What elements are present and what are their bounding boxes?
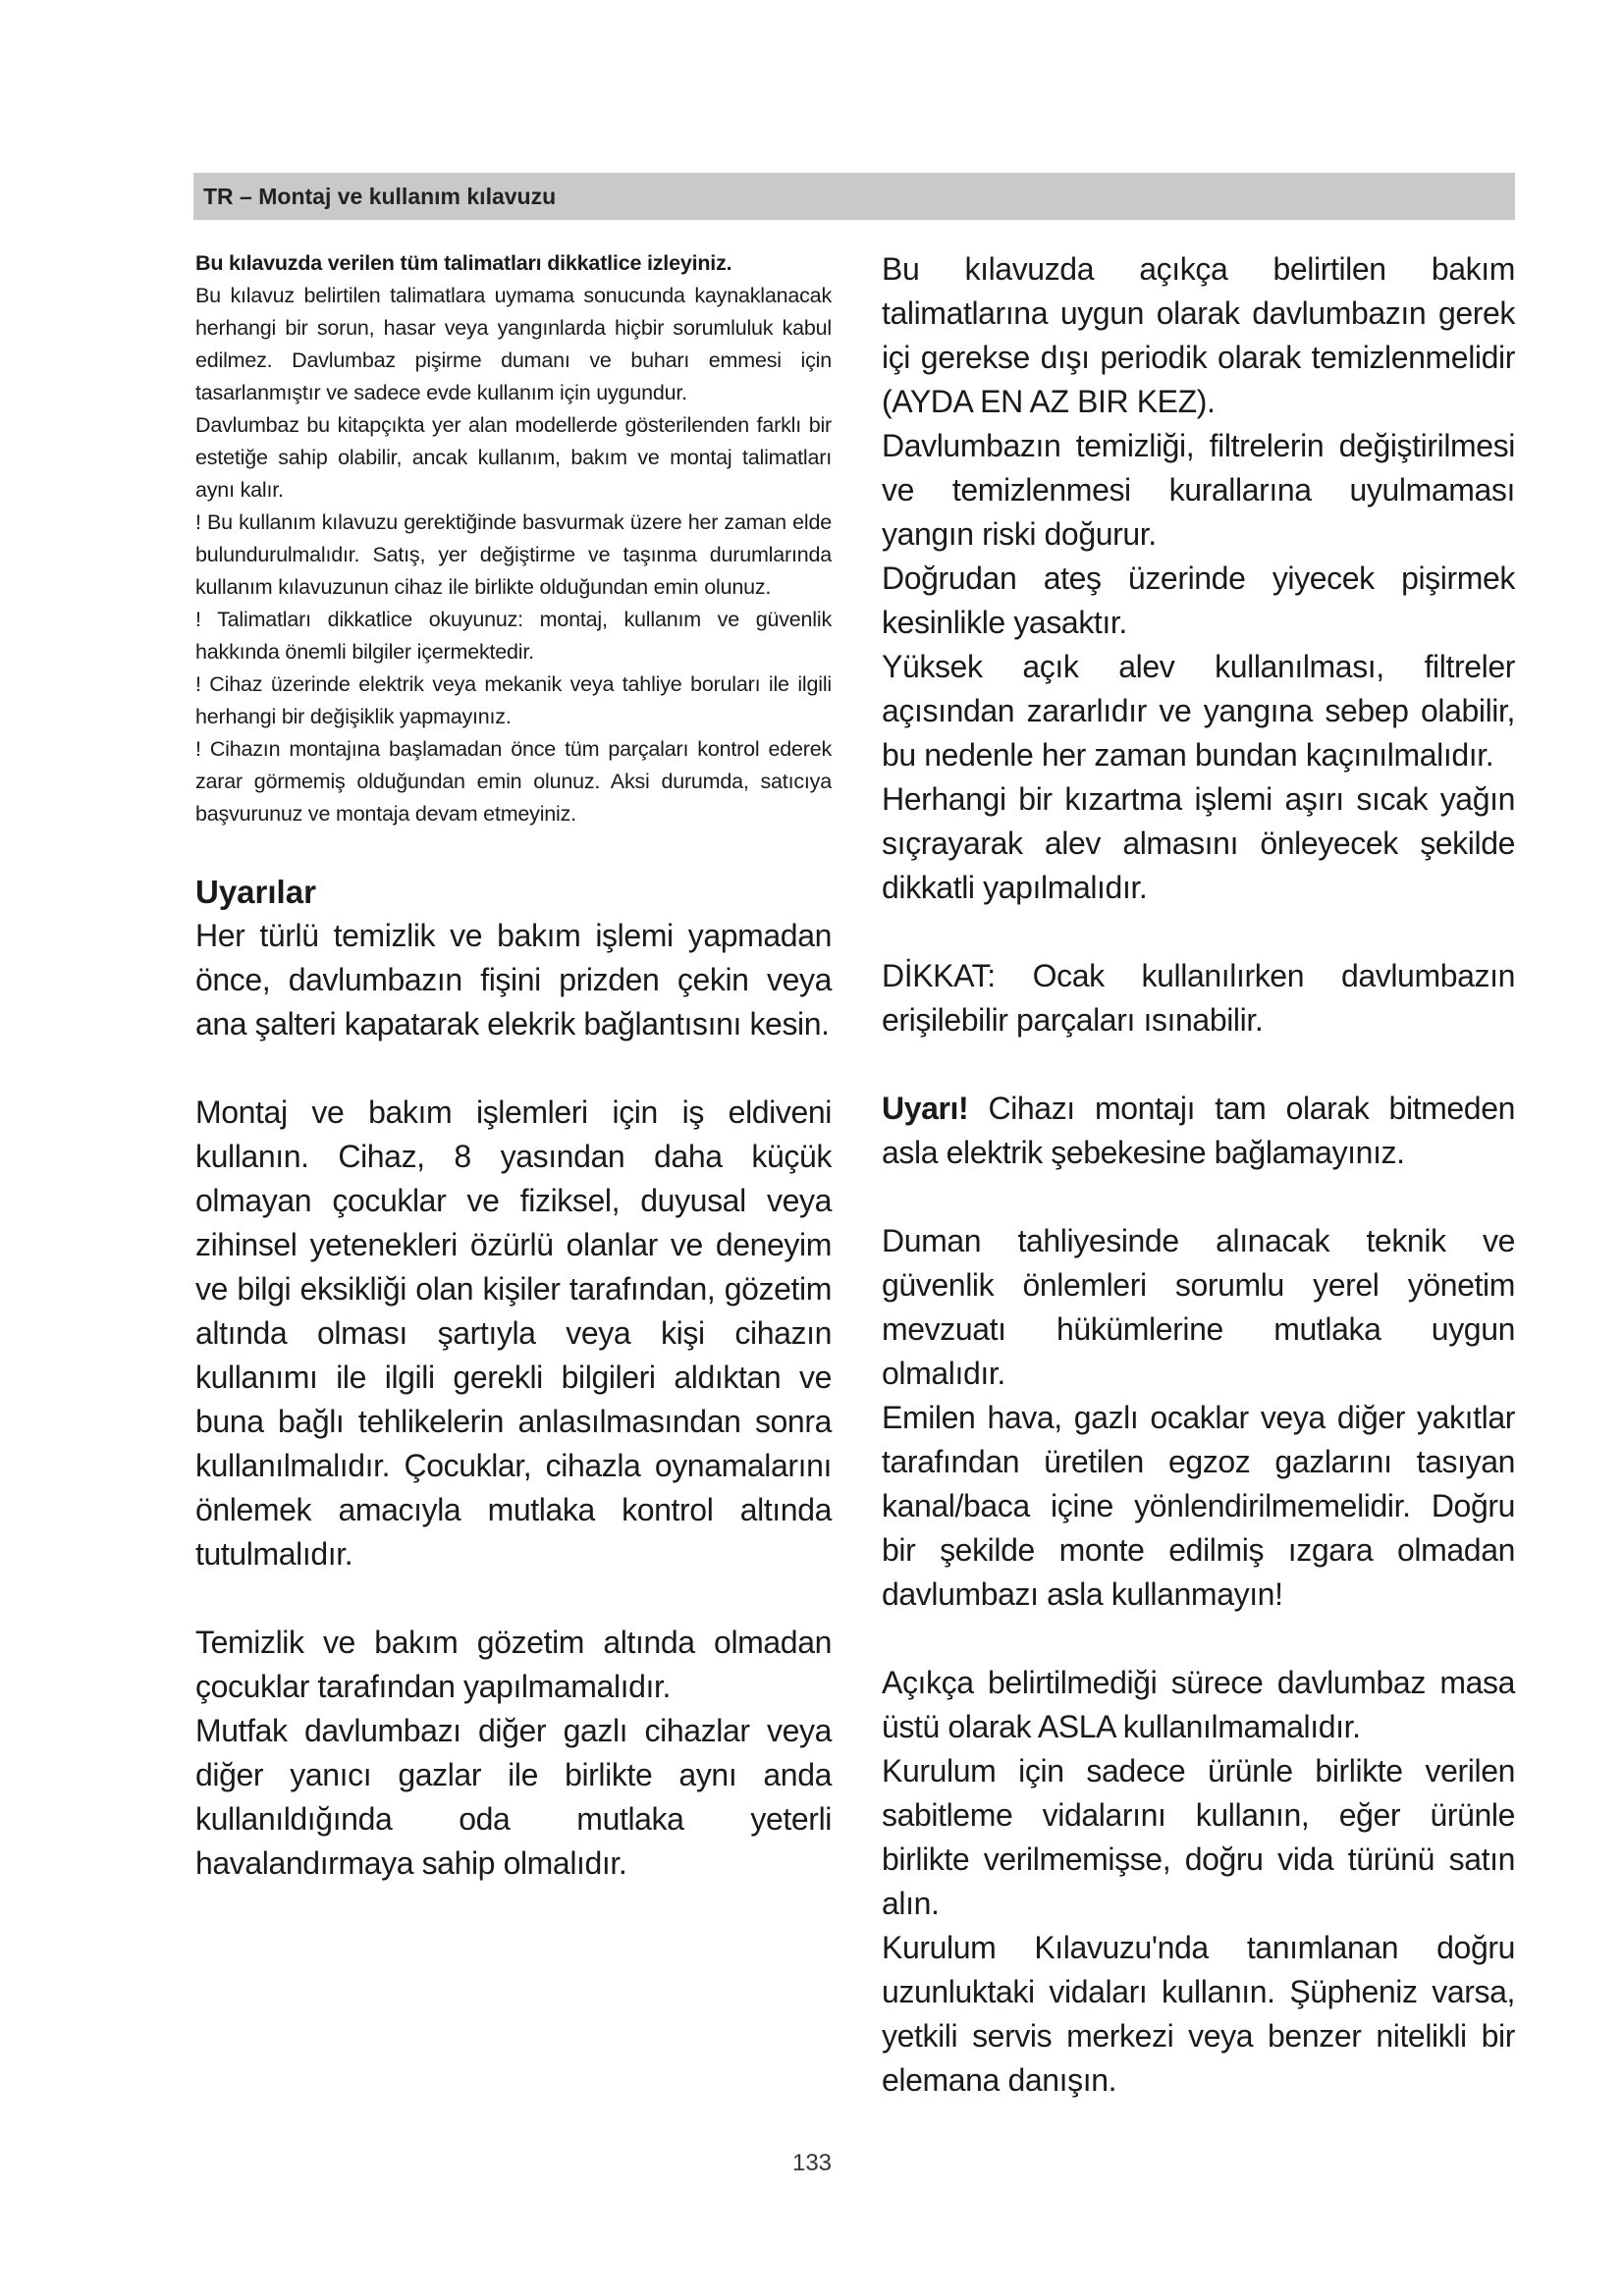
paragraph-fire-risk: Davlumbazın temizliği, filtrelerin değiştirilmesi ve temizlenmesi kurallarına uyulmaması yangın riski doğurur. bbox=[882, 428, 1515, 552]
section-header-bar bbox=[193, 173, 1515, 220]
paragraph-screw-length: Kurulum Kılavuzu'nda tanımlanan doğru uzunluktaki vidaları kullanın. Şüpheniz varsa, yetkili servis merkezi veya benzer nitelikli bir elemana danışın. bbox=[882, 1930, 1515, 2098]
paragraph-caution-hot-parts: DİKKAT: Ocak kullanılırken davlumbazın erişilebilir parçaları ısınabilir. bbox=[882, 958, 1515, 1038]
paragraph-check-parts: ! Cihazın montajına başlamadan önce tüm parçaları kontrol ederek zarar görmemiş olduğundan emin olunuz. Aksi durumda, satıcıya başvurunuz ve montaja devam etmeyiniz. bbox=[195, 737, 832, 826]
left-column bbox=[195, 247, 832, 1886]
warning-cleaning-children: Temizlik ve bakım gözetim altında olmadan çocuklar tarafından yapılmamalıdır. bbox=[195, 1625, 832, 1704]
right-column bbox=[882, 247, 1515, 2103]
paragraph-fixing-screws: Kurulum için sadece ürünle birlikte verilen sabitleme vidalarını kullanın, eğer ürünle birlikte verilmemişse, doğru vida türünü satın alın. bbox=[882, 1753, 1515, 1921]
paragraph-regulations: Duman tahliyesinde alınacak teknik ve güvenlik önlemleri sorumlu yerel yönetim mevzuatı hükümlerine mutlaka uygun olmalıdır. bbox=[882, 1223, 1515, 1391]
warning-ventilation: Mutfak davlumbazı diğer gazlı cihazlar veya diğer yanıcı gazlar ile birlikte aynı anda kullanıldığında oda mutlaka yeterli havalandırmaya sahip olmalıdır. bbox=[195, 1713, 832, 1881]
intro-bold-line: Bu kılavuzda verilen tüm talimatları dikkatlice izleyiniz. bbox=[195, 251, 732, 275]
warning-gloves-children: Montaj ve bakım işlemleri için iş eldiveni kullanın. Cihaz, 8 yasından daha küçük olmayan çocuklar ve fiziksel, duyusal veya zihinsel yetenekleri özürlü olanlar ve deneyim ve bilgi eksikliği olan kişiler tarafından, gözetim altında olması şartıyla veya kişi cihazın kullanımı ile ilgili gerekli bilgileri aldıktan ve buna bağlı tehlikelerin anlasılmasından sonra kullanılmalıdır. Çocuklar, cihazla oynamalarını önlemek amacıyla mutlaka kontrol altında tutulmalıdır. bbox=[195, 1095, 832, 1572]
paragraph-not-tabletop: Açıkça belirtilmediği sürece davlumbaz masa üstü olarak ASLA kullanılmamalıdır. bbox=[882, 1665, 1515, 1744]
warning-label: Uyarı! bbox=[882, 1091, 969, 1126]
warning-unplug: Her türlü temizlik ve bakım işlemi yapmadan önce, davlumbazın fişini prizden çekin veya ana şalteri kapatarak elekrik bağlantısını kesin. bbox=[195, 918, 832, 1041]
paragraph-read-instructions: ! Talimatları dikkatlice okuyunuz: montaj, kullanım ve güvenlik hakkında önemli bilgiler içermektedir. bbox=[195, 608, 832, 664]
paragraph-exhaust-air: Emilen hava, gazlı ocaklar veya diğer yakıtlar tarafından üretilen egzoz gazlarını tasıyan kanal/baca içine yönlendirilmemelidir. Doğru bir şekilde monte edilmiş ızgara olmadan davlumbazı asla kullanmayın! bbox=[882, 1400, 1515, 1612]
paragraph-no-direct-fire: Doğrudan ateş üzerinde yiyecek pişirmek kesinlikle yasaktır. bbox=[882, 561, 1515, 640]
paragraph-keep-manual: ! Bu kullanım kılavuzu gerektiğinde basvurmak üzere her zaman elde bulundurulmalıdır. Satış, yer değiştirme ve taşınma durumlarında kullanım kılavuzunun cihaz ile birlikte olduğundan emin olunuz. bbox=[195, 510, 832, 599]
paragraph-no-modifications: ! Cihaz üzerinde elektrik veya mekanik veya tahliye boruları ile ilgili herhangi bir değişiklik yapmayınız. bbox=[195, 672, 832, 728]
paragraph-warning-electric: Uyarı! Cihazı montajı tam olarak bitmeden asla elektrik şebekesine bağlamayınız. bbox=[882, 1091, 1515, 1170]
paragraph-liability: Bu kılavuz belirtilen talimatlara uymama sonucunda kaynaklanacak herhangi bir sorun, hasar veya yangınlarda hiçbir sorumluluk kabul edilmez. Davlumbaz pişirme dumanı ve buharı emmesi için tasarlanmıştır ve sadece evde kullanım için uygundur. bbox=[195, 284, 832, 404]
page-number: 133 bbox=[791, 2150, 833, 2176]
warnings-heading: Uyarılar bbox=[195, 874, 316, 910]
section-title: TR – Montaj ve kullanım kılavuzu bbox=[203, 183, 557, 209]
paragraph-open-flame: Yüksek açık alev kullanılması, filtreler açısından zararlıdır ve yangına sebep olabilir, bu nedenle her zaman bundan kaçınılmalıdır. bbox=[882, 649, 1515, 773]
paragraph-frying: Herhangi bir kızartma işlemi aşırı sıcak yağın sıçrayarak alev almasını önleyecek şekilde dikkatli yapılmalıdır. bbox=[882, 781, 1515, 905]
paragraph-aesthetics: Davlumbaz bu kitapçıkta yer alan modellerde gösterilenden farklı bir estetiğe sahip olabilir, ancak kullanım, bakım ve montaj talimatları aynı kalır. bbox=[195, 413, 832, 502]
paragraph-periodic-cleaning: Bu kılavuzda açıkça belirtilen bakım talimatlarına uygun olarak davlumbazın gerek içi gerekse dışı periodik olarak temizlenmelidir (AYDA EN AZ BIR KEZ). bbox=[882, 251, 1515, 419]
